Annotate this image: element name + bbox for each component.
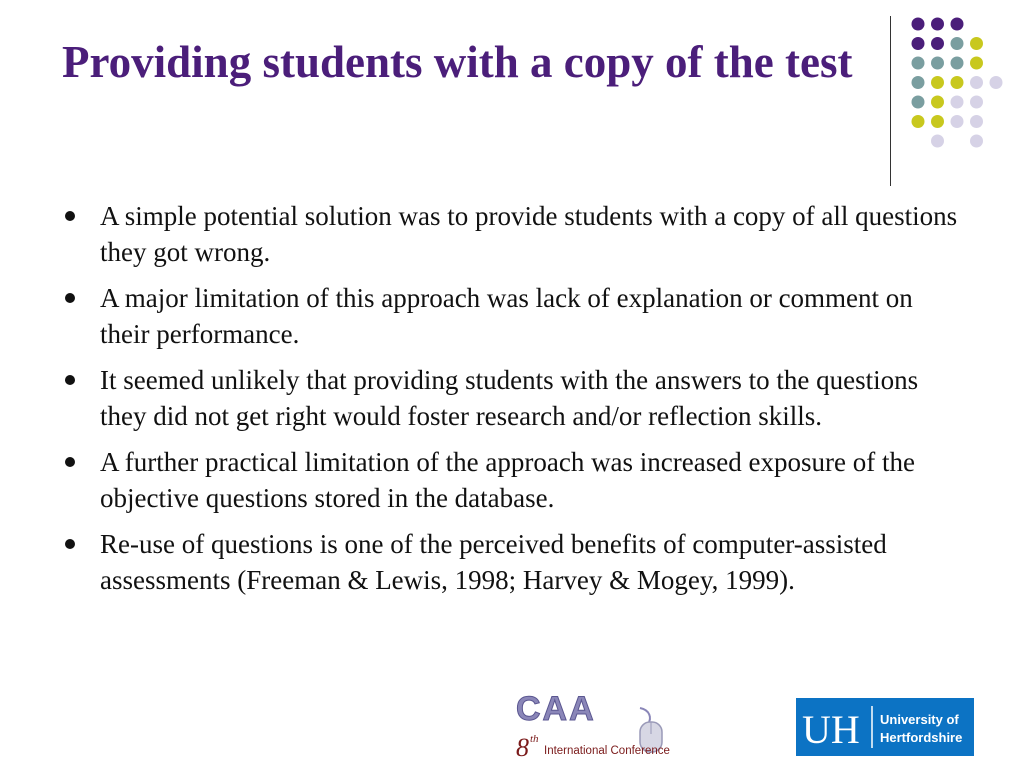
uh-university-logo [796, 698, 974, 756]
bullet-item [62, 526, 967, 598]
slide-title: Providing students with a copy of the test [62, 37, 853, 87]
conference-subtitle: International Conference [544, 745, 670, 757]
decorative-dot [970, 115, 983, 128]
decorative-dot [912, 57, 925, 70]
decorative-dot [951, 37, 964, 50]
decorative-dot [931, 135, 944, 148]
conference-number: 8 [516, 733, 529, 762]
uh-line1: University of [880, 712, 959, 727]
decorative-dot [951, 76, 964, 89]
decorative-dot [970, 135, 983, 148]
decorative-dot [970, 96, 983, 109]
decorative-dot-grid [0, 0, 1024, 200]
bullet-list [62, 198, 967, 608]
bullet-item [62, 280, 967, 352]
conference-number-suffix: th [530, 733, 539, 745]
bullet-dot-icon [65, 211, 75, 221]
decorative-dot [931, 18, 944, 31]
bullet-dot-icon [65, 457, 75, 467]
decorative-dot [931, 76, 944, 89]
decorative-dot [951, 57, 964, 70]
decorative-dot [931, 37, 944, 50]
decorative-dot [912, 18, 925, 31]
bullet-item [62, 362, 967, 434]
uh-line2: Hertfordshire [880, 730, 963, 745]
decorative-dot [970, 37, 983, 50]
decorative-dot [931, 57, 944, 70]
decorative-dot [970, 76, 983, 89]
decorative-dot [951, 115, 964, 128]
decorative-dot [931, 115, 944, 128]
uh-initials: UH [802, 707, 860, 752]
bullet-text: A further practical limitation of the approach was increased exposure of the objective questions stored in the database. [100, 447, 915, 513]
bullet-text: It seemed unlikely that providing students with the answers to the questions they did not get right would foster research and/or reflection skills. [100, 365, 919, 431]
decorative-dot [931, 96, 944, 109]
decorative-dot [912, 115, 925, 128]
decorative-dot [912, 37, 925, 50]
bullet-dot-icon [65, 293, 75, 303]
decorative-dot [970, 57, 983, 70]
decorative-dot [951, 96, 964, 109]
bullet-text: A simple potential solution was to provide students with a copy of all questions they got wrong. [100, 201, 958, 267]
decorative-dot [912, 96, 925, 109]
decorative-dot [912, 76, 925, 89]
bullet-dot-icon [65, 539, 75, 549]
decorative-dot [951, 18, 964, 31]
bullet-text: A major limitation of this approach was lack of explanation or comment on their performance. [100, 283, 913, 349]
decorative-dot [990, 76, 1003, 89]
bullet-item [62, 198, 967, 270]
caa-conference-logo [512, 688, 674, 764]
caa-logo-text: CAA [516, 690, 596, 728]
bullet-dot-icon [65, 375, 75, 385]
bullet-item [62, 444, 967, 516]
bullet-text: Re-use of questions is one of the perceived benefits of computer-assisted assessments (Freeman & Lewis, 1998; Harvey & Mogey, 1999). [100, 529, 887, 595]
